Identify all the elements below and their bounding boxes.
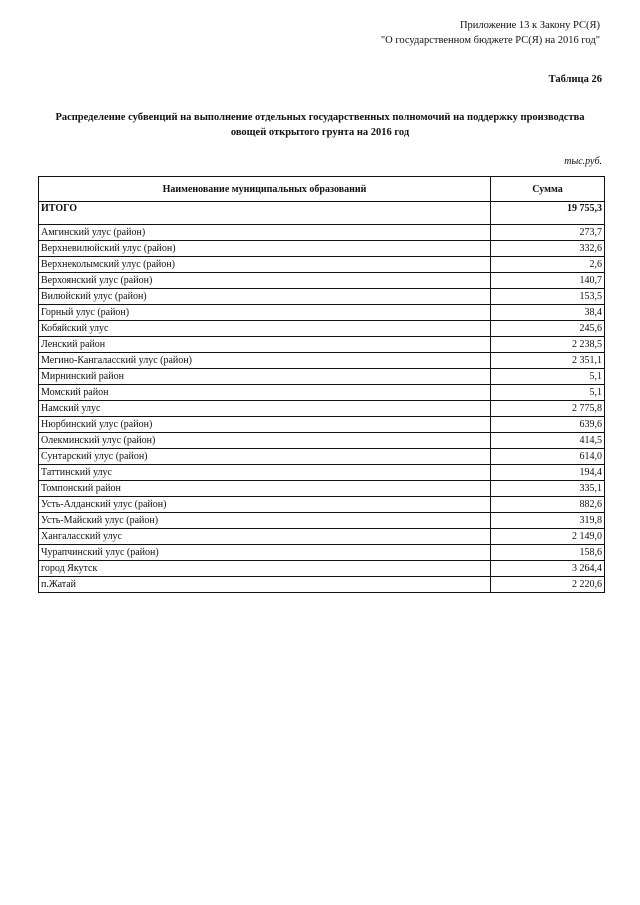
subvention-amount: 2 149,0	[491, 529, 605, 545]
table-row	[39, 513, 605, 529]
municipality-name: Вилюйский улус (район)	[39, 289, 491, 305]
total-label: ИТОГО	[39, 202, 491, 225]
municipality-name: Усть-Алданский улус (район)	[39, 497, 491, 513]
table-row	[39, 481, 605, 497]
subvention-amount: 140,7	[491, 273, 605, 289]
subvention-amount: 2 220,6	[491, 577, 605, 593]
municipality-name: п.Жатай	[39, 577, 491, 593]
appendix-note	[381, 18, 600, 48]
municipality-name: Верхоянский улус (район)	[39, 273, 491, 289]
municipality-name: Верхнеколымский улус (район)	[39, 257, 491, 273]
total-value: 19 755,3	[491, 202, 605, 225]
subvention-amount: 3 264,4	[491, 561, 605, 577]
municipality-name: Усть-Майский улус (район)	[39, 513, 491, 529]
municipality-name: Кобяйский улус	[39, 321, 491, 337]
subvention-amount: 194,4	[491, 465, 605, 481]
table-row	[39, 497, 605, 513]
subvention-amount: 2 238,5	[491, 337, 605, 353]
subvention-amount: 332,6	[491, 241, 605, 257]
table-row	[39, 545, 605, 561]
subvention-amount: 158,6	[491, 545, 605, 561]
municipality-name: Чурапчинский улус (район)	[39, 545, 491, 561]
table-row	[39, 337, 605, 353]
table-row	[39, 433, 605, 449]
municipality-name: Ленский район	[39, 337, 491, 353]
table-row	[39, 257, 605, 273]
subvention-table	[38, 176, 605, 593]
table-header-row	[39, 177, 605, 202]
subvention-amount: 639,6	[491, 417, 605, 433]
appendix-line-2: "О государственном бюджете РС(Я) на 2016 год"	[380, 35, 600, 46]
table-row	[39, 401, 605, 417]
municipality-name: Мирнинский район	[39, 369, 491, 385]
subvention-amount: 335,1	[491, 481, 605, 497]
table-row	[39, 577, 605, 593]
municipality-name: Таттинский улус	[39, 465, 491, 481]
subvention-amount: 614,0	[491, 449, 605, 465]
municipality-name: Мегино-Кангаласский улус (район)	[39, 353, 491, 369]
table-row	[39, 529, 605, 545]
subvention-amount: 5,1	[491, 369, 605, 385]
subvention-amount: 153,5	[491, 289, 605, 305]
table-row	[39, 369, 605, 385]
subvention-amount: 882,6	[491, 497, 605, 513]
title-line-1: Распределение субвенций на выполнение отдельных государственных полномочий на поддержку производства	[55, 112, 585, 123]
municipality-name: Амгинский улус (район)	[39, 225, 491, 241]
subvention-amount: 5,1	[491, 385, 605, 401]
table-row	[39, 289, 605, 305]
table-number: Таблица 26	[548, 74, 602, 85]
subvention-amount: 2,6	[491, 257, 605, 273]
table-row	[39, 417, 605, 433]
total-row	[39, 202, 605, 225]
table-row	[39, 273, 605, 289]
table-row	[39, 385, 605, 401]
column-header-sum: Сумма	[491, 177, 605, 202]
table-row	[39, 449, 605, 465]
municipality-name: Намский улус	[39, 401, 491, 417]
subvention-amount: 273,7	[491, 225, 605, 241]
title-line-2: овощей открытого грунта на 2016 год	[230, 127, 410, 138]
municipality-name: Горный улус (район)	[39, 305, 491, 321]
table-row	[39, 225, 605, 241]
subvention-amount: 319,8	[491, 513, 605, 529]
document-title	[40, 110, 600, 140]
municipality-name: Томпонский район	[39, 481, 491, 497]
table-row	[39, 321, 605, 337]
municipality-name: Олекминский улус (район)	[39, 433, 491, 449]
appendix-line-1: Приложение 13 к Закону РС(Я)	[459, 20, 600, 31]
municipality-name: Сунтарский улус (район)	[39, 449, 491, 465]
subvention-amount: 414,5	[491, 433, 605, 449]
table-row	[39, 353, 605, 369]
table-row	[39, 241, 605, 257]
column-header-name: Наименование муниципальных образований	[39, 177, 491, 202]
municipality-name: Нюрбинский улус (район)	[39, 417, 491, 433]
subvention-amount: 2 351,1	[491, 353, 605, 369]
subvention-amount: 38,4	[491, 305, 605, 321]
table-row	[39, 561, 605, 577]
municipality-name: город Якутск	[39, 561, 491, 577]
table-row	[39, 305, 605, 321]
units-label: тыс.руб.	[564, 156, 602, 167]
municipality-name: Верхневилюйский улус (район)	[39, 241, 491, 257]
municipality-name: Момский район	[39, 385, 491, 401]
municipality-name: Хангаласский улус	[39, 529, 491, 545]
subvention-amount: 245,6	[491, 321, 605, 337]
table-row	[39, 465, 605, 481]
subvention-amount: 2 775,8	[491, 401, 605, 417]
